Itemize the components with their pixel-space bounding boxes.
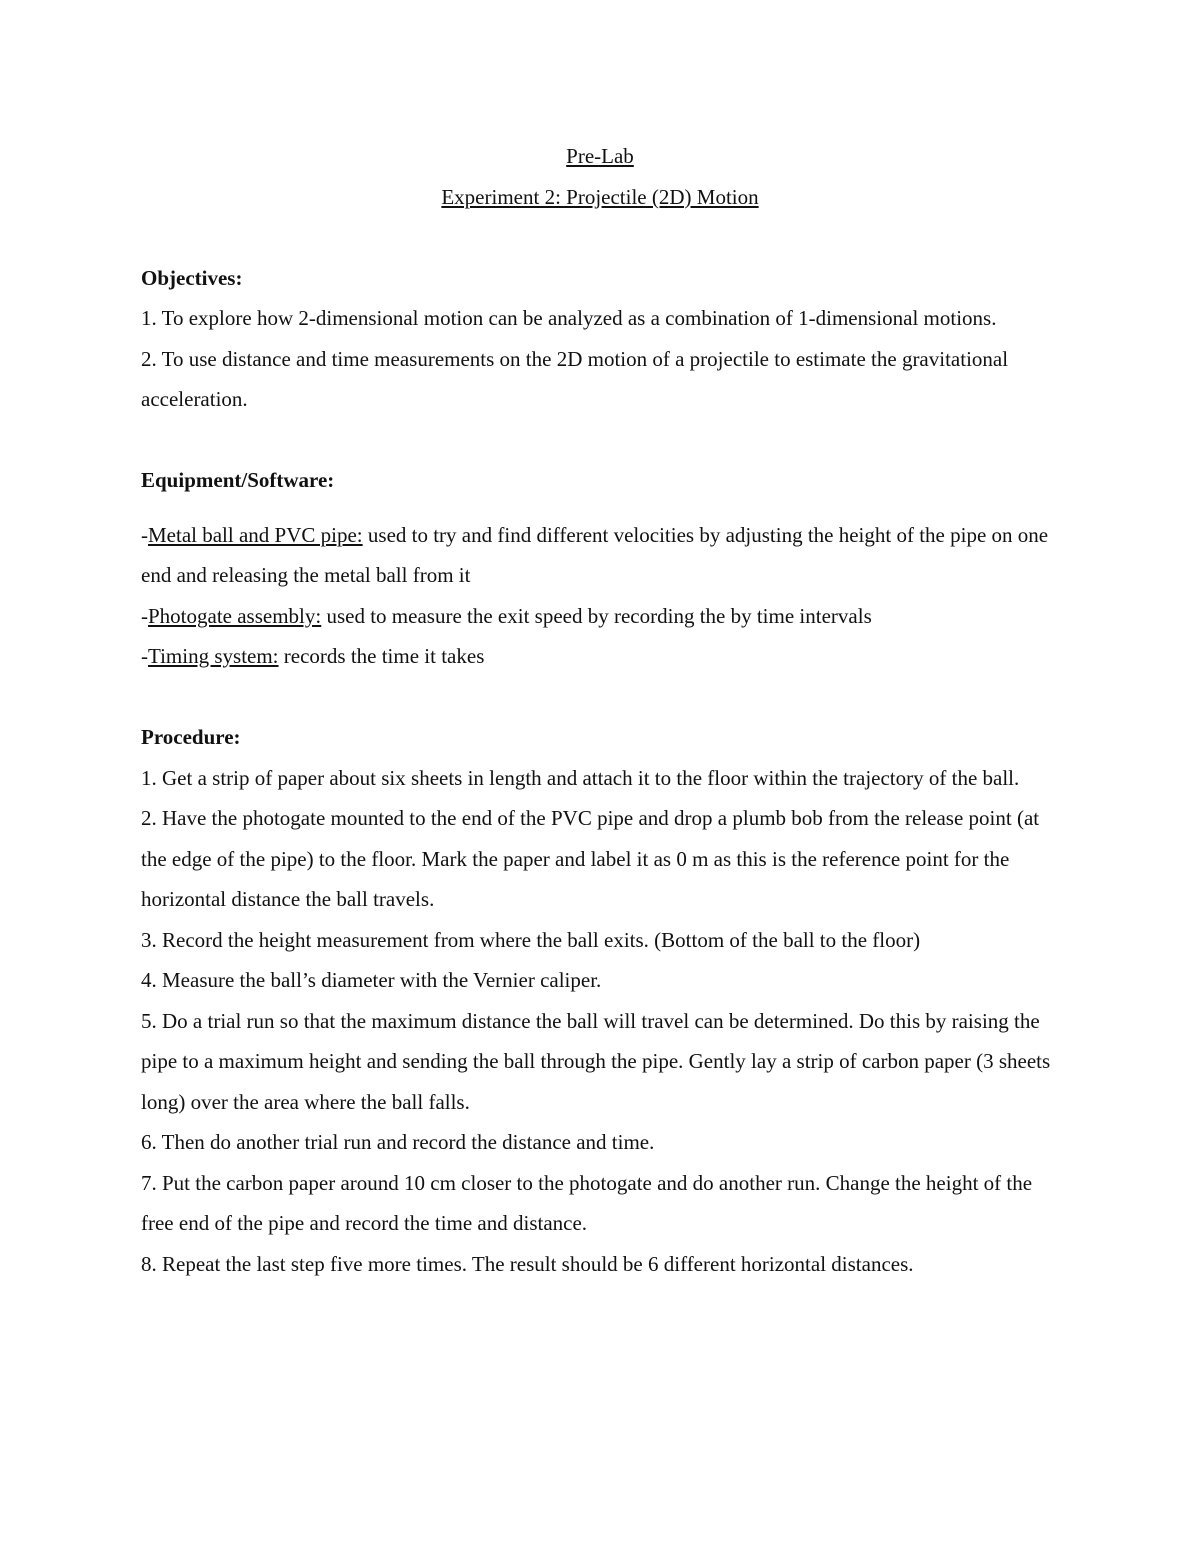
procedure-step: 3. Record the height measurement from where the ball exits. (Bottom of the ball to the floor) [141, 927, 921, 952]
equipment-item [141, 515, 1059, 596]
equipment-desc: used to measure the exit speed by recording the by time intervals [321, 603, 872, 628]
equipment-name: Metal ball and PVC pipe: [148, 522, 363, 547]
equipment-prefix: - [141, 644, 148, 668]
procedure-step: 4. Measure the ball’s diameter with the Vernier caliper. [141, 968, 602, 992]
procedure-step: 2. Have the photogate mounted to the end of the PVC pipe and drop a plumb bob from the release point (at the edge of the pipe) to the floor. Mark the paper and label it as 0 m as this is the reference point for the horizontal distance the ball travels. [141, 806, 1040, 911]
spacer [141, 217, 1059, 258]
procedure-step: 1. Get a strip of paper about six sheets in length and attach it to the floor within the trajectory of the ball. [141, 765, 1020, 790]
equipment-prefix: - [141, 522, 148, 547]
equipment-desc: used to try and find different velocities by adjusting the height of the pipe on one end and releasing the metal ball from it [141, 522, 1049, 587]
equipment-heading: Equipment/Software: [141, 468, 335, 492]
document-body [141, 136, 1059, 1284]
equipment-name: Timing system: [148, 644, 279, 668]
procedure-step: 6. Then do another trial run and record the distance and time. [141, 1130, 655, 1154]
procedure-step: 5. Do a trial run so that the maximum distance the ball will travel can be determined. Do this by raising the pipe to a maximum height and sending the ball through the pipe. Gently lay a strip of carbon paper (3 sheets long) over the area where the ball falls. [141, 1008, 1051, 1114]
document-title: Pre-Lab [566, 144, 634, 168]
procedure-step: 7. Put the carbon paper around 10 cm closer to the photogate and do another run. Change the height of the free end of the pipe and record the time and distance. [141, 1170, 1033, 1235]
spacer [141, 420, 1059, 461]
objective-item: 1. To explore how 2-dimensional motion can be analyzed as a combination of 1-dimensional motions. [141, 306, 997, 330]
equipment-item [141, 596, 1059, 637]
procedure-heading: Procedure: [141, 725, 241, 749]
procedure-step: 8. Repeat the last step five more times. The result should be 6 different horizontal distances. [141, 1251, 914, 1276]
objectives-heading: Objectives: [141, 265, 243, 290]
spacer [141, 677, 1059, 718]
equipment-prefix: - [141, 603, 148, 628]
equipment-name: Photogate assembly: [148, 603, 322, 628]
document-subtitle: Experiment 2: Projectile (2D) Motion [441, 184, 759, 209]
objective-item: 2. To use distance and time measurements on the 2D motion of a projectile to estimate the gravitational acceleration. [141, 346, 1009, 411]
equipment-item [141, 636, 1059, 677]
equipment-desc: records the time it takes [278, 644, 485, 668]
